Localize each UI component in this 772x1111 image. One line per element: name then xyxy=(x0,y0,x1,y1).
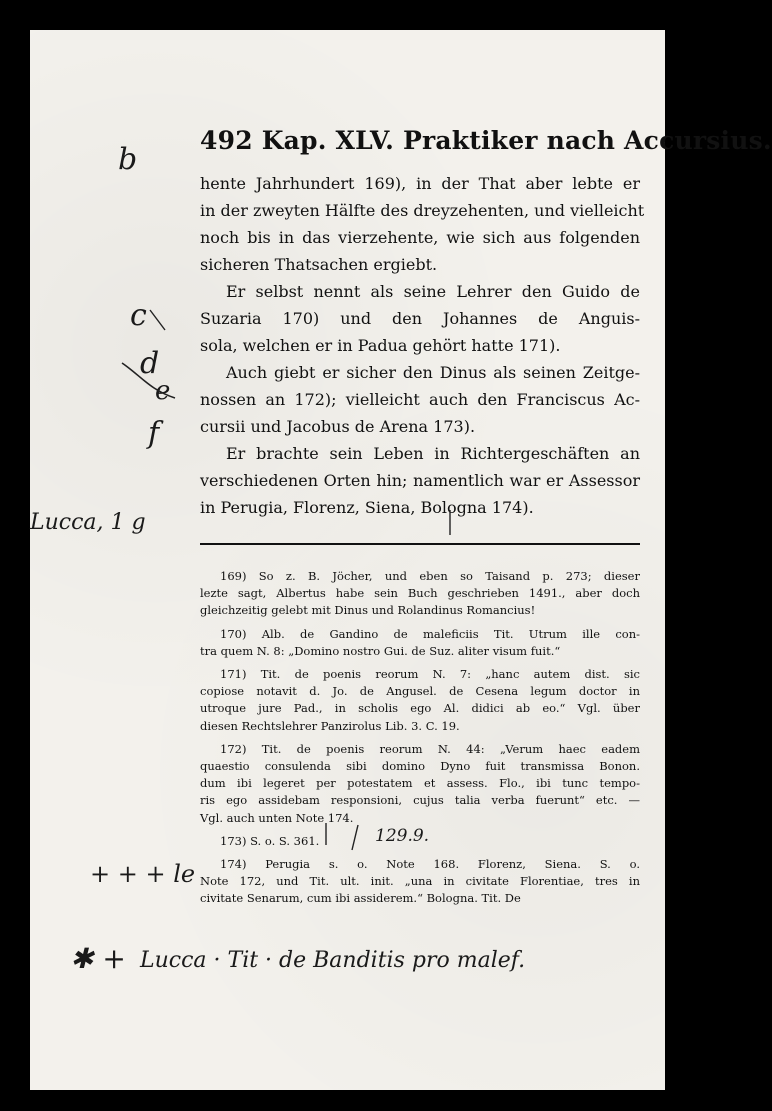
footnote-line: 170) Alb. de Gandino de maleficiis Tit. Utrum ille con- xyxy=(220,626,640,641)
footnote-line: Vgl. auch unten Note 174. xyxy=(200,810,354,825)
margin-note-d: d xyxy=(140,346,160,381)
text-line: Auch giebt er sicher den Dinus als seinen Zeitge- xyxy=(226,363,640,382)
footnote-line: quaestio consulenda sibi domino Dyno fuit transmissa Bonon. xyxy=(200,759,640,774)
footnote-line: 172) Tit. de poenis reorum N. 44: „Verum haec eadem xyxy=(220,741,640,756)
page-header: 492 Kap. XLV. Praktiker nach Accursius. xyxy=(200,126,772,155)
text-line: cursii und Jacobus de Arena 173). xyxy=(200,417,476,436)
margin-note-f: f xyxy=(148,416,160,451)
footnote-line: 174) Perugia s. o. Note 168. Florenz, Siena. S. o. xyxy=(220,857,640,872)
margin-note-e: e xyxy=(155,376,171,406)
footnote-line: lezte sagt, Albertus habe sein Buch geschrieben 1491., aber doch xyxy=(200,586,640,601)
footnote-line: 171) Tit. de poenis reorum N. 7: „hanc autem dist. sic xyxy=(220,667,640,682)
footnote-169 xyxy=(200,568,640,620)
footnote-line: gleichzeitig gelebt mit Dinus und Rolandinus Romancius! xyxy=(200,603,536,618)
text-line: Suzaria 170) und den Johannes de Anguis- xyxy=(200,309,640,328)
footnote-separator xyxy=(200,543,640,545)
text-line: sola, welchen er in Padua gehört hatte 171). xyxy=(200,336,561,355)
footnote-line: diesen Rechtslehrer Panzirolus Lib. 3. C. 19. xyxy=(200,718,460,733)
footnote-172 xyxy=(200,741,640,827)
footnote-174 xyxy=(200,856,640,908)
bottom-handwritten-note: Lucca · Tit · de Banditis pro malef. xyxy=(140,948,526,973)
text-line: Er brachte sein Leben in Richtergeschäften an xyxy=(226,444,640,463)
footnote-171 xyxy=(200,666,640,735)
text-line: noch bis in das vierzehente, wie sich aus folgenden xyxy=(200,228,640,247)
footnote-line: 169) So z. B. Jöcher, und eben so Taisand p. 273; dieser xyxy=(220,569,640,583)
text-line: Er selbst nennt als seine Lehrer den Guido de xyxy=(226,282,640,301)
margin-note-c: c xyxy=(130,298,147,333)
text-line: hente Jahrhundert 169), in der That aber lebte er xyxy=(200,174,640,193)
text-line: nossen an 172); vielleicht auch den Franciscus Ac- xyxy=(200,390,640,409)
margin-note-b: b xyxy=(118,142,138,177)
footnote-line: Note 172, und Tit. ult. init. „una in civitate Florentiae, tres in xyxy=(200,874,640,889)
margin-note-lucca: Lucca, 1 g xyxy=(30,510,146,535)
margin-note-page-ref: 129.9. xyxy=(375,826,430,846)
document-page xyxy=(30,30,772,1090)
text-line: sicheren Thatsachen ergiebt. xyxy=(200,255,438,274)
main-text xyxy=(200,170,645,521)
footnote-line: copiose notavit d. Jo. de Angusel. de Cesena legum doctor in xyxy=(200,684,640,699)
footnotes xyxy=(200,568,640,914)
footnote-line: tra quem N. 8: „Domino nostro Gui. de Suz. aliter visum fuit.“ xyxy=(200,643,561,658)
bottom-star-cross: ✱ + xyxy=(70,942,126,975)
footnote-line: 173) S. o. S. 361. xyxy=(220,833,320,848)
text-line: verschiedenen Orten hin; namentlich war er Assessor xyxy=(200,471,640,490)
footnote-line: ris ego assidebam responsioni, cujus talia verba fuerunt“ etc. — xyxy=(200,793,640,808)
margin-crosses: + + + le xyxy=(90,860,196,888)
footnote-line: dum ibi legeret per potestatem et assess. Flo., ibi tunc tempo- xyxy=(200,776,640,791)
footnote-line: utroque jure Pad., in scholis ego Al. didici ab eo.“ Vgl. über xyxy=(200,701,640,716)
footnote-170 xyxy=(200,626,640,660)
text-line: in Perugia, Florenz, Siena, Bologna 174). xyxy=(200,498,534,517)
footnote-line: civitate Senarum, cum ibi assiderem.“ Bologna. Tit. De xyxy=(200,891,521,906)
text-line: in der zweyten Hälfte des dreyzehenten, und vielleicht xyxy=(200,201,645,220)
